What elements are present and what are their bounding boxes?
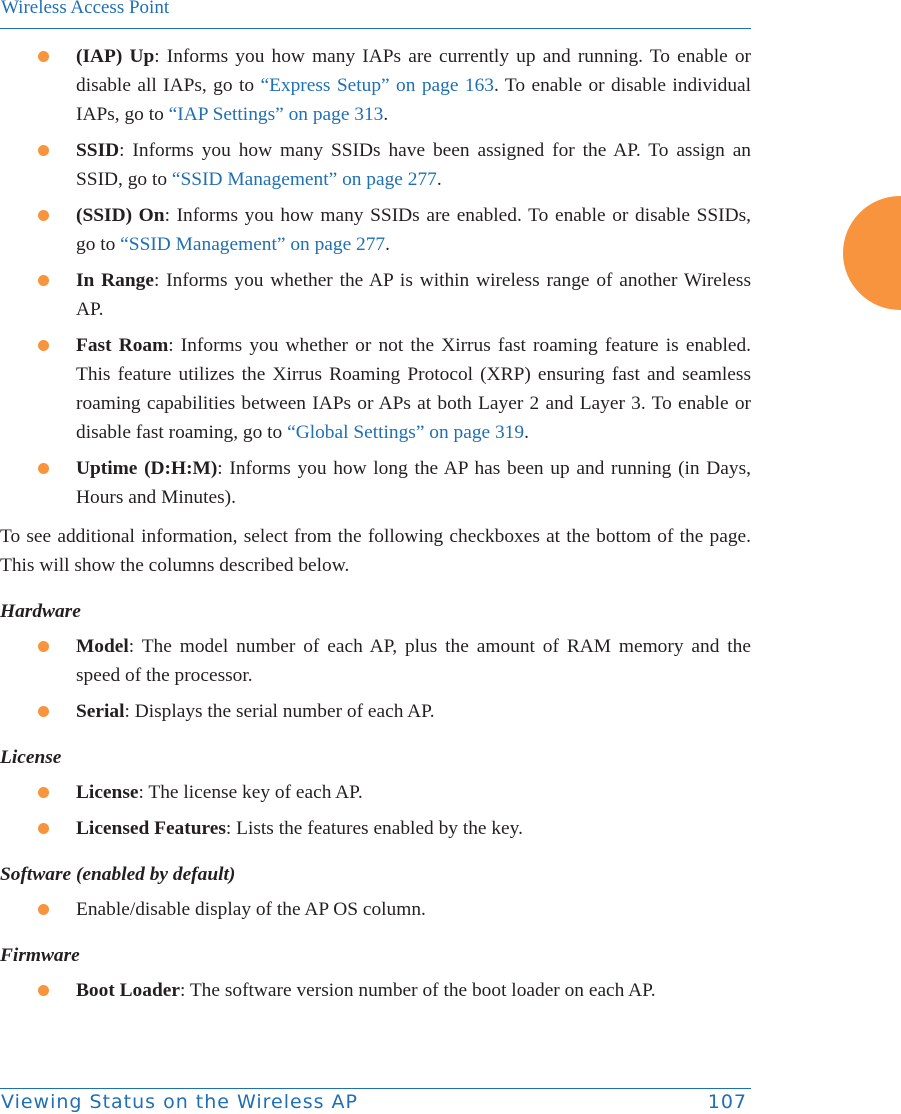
header-title: Wireless Access Point: [1, 0, 170, 18]
item-text: Enable/disable display of the AP OS column.: [76, 899, 426, 920]
link-ssid-management[interactable]: “SSID Management” on page 277: [120, 234, 386, 255]
item-term: License: [76, 782, 139, 803]
item-term: Licensed Features: [76, 818, 226, 839]
page-content: [0, 42, 751, 1012]
bullet-icon: [38, 904, 49, 915]
item-text: : The license key of each AP.: [138, 782, 363, 803]
list-item: [0, 42, 751, 129]
list-item: [0, 778, 751, 807]
link-global-settings[interactable]: “Global Settings” on page 319: [287, 422, 525, 443]
list-item: [0, 976, 751, 1005]
list-item: [0, 266, 751, 324]
link-iap-settings[interactable]: “IAP Settings” on page 313: [168, 104, 384, 125]
item-text: . To enable or disable individual IAPs, go to: [76, 75, 752, 125]
bullet-icon: [38, 340, 49, 351]
item-text: .: [385, 234, 390, 255]
list-item: [0, 632, 751, 690]
link-ssid-management[interactable]: “SSID Management” on page 277: [171, 169, 437, 190]
section-heading-firmware: Firmware: [0, 945, 80, 966]
bullet-icon: [38, 823, 49, 834]
item-text: .: [436, 169, 442, 190]
page-number: 107: [707, 1091, 747, 1113]
bullet-icon: [38, 787, 49, 798]
intro-paragraph: To see additional information, select from the following checkboxes at the bottom of the page. This will show the columns described below.: [0, 526, 751, 576]
list-item: [0, 136, 751, 194]
item-term: Boot Loader: [76, 980, 180, 1001]
bullet-icon: [38, 463, 49, 474]
item-term: Model: [76, 636, 129, 657]
item-text: : Informs you how many SSIDs have been assigned for the AP. To assign an SSID, go to: [76, 140, 751, 190]
item-text: : Lists the features enabled by the key.: [225, 818, 523, 839]
list-item: [0, 895, 751, 924]
item-text: : Informs you how many SSIDs are enabled. To enable or disable SSIDs, go to: [76, 205, 752, 255]
item-text: : The software version number of the boot loader on each AP.: [179, 980, 656, 1001]
item-text: : Informs you how long the AP has been up and running (in Days, Hours and Minutes).: [76, 458, 751, 508]
section-heading-software: Software (enabled by default): [0, 864, 236, 885]
link-express-setup[interactable]: “Express Setup” on page 163: [260, 75, 494, 96]
bullet-icon: [38, 985, 49, 996]
item-term: Uptime (D:H:M): [76, 458, 218, 479]
chapter-tab-marker: [843, 196, 901, 310]
section-heading-license: License: [0, 747, 62, 768]
item-text: : Informs you whether or not the Xirrus fast roaming feature is enabled. This feature utilizes the Xirrus Roaming Protocol (XRP) ensuring fast and seamless roaming capabilities between IAPs or APs at both Layer 2 and Layer 3. To enable or disable fast roaming, go to: [76, 335, 752, 443]
item-text: : The model number of each AP, plus the amount of RAM memory and the speed of the processor.: [76, 636, 751, 686]
bullet-icon: [38, 275, 49, 286]
item-term: (IAP) Up: [76, 46, 155, 67]
item-term: Serial: [76, 701, 125, 722]
list-item: [0, 331, 751, 447]
item-term: Fast Roam: [76, 335, 169, 356]
item-text: .: [383, 104, 389, 125]
bullet-icon: [38, 706, 49, 717]
list-item: [0, 697, 751, 726]
item-text: : Informs you how many IAPs are currently up and running. To enable or disable all IAPs, go to: [76, 46, 751, 96]
item-term: In Range: [76, 270, 154, 291]
bullet-icon: [38, 641, 49, 652]
page-header: [0, 0, 751, 29]
item-text: : Displays the serial number of each AP.: [124, 701, 435, 722]
section-heading-hardware: Hardware: [0, 601, 81, 622]
bullet-icon: [38, 51, 49, 62]
bullet-icon: [38, 210, 49, 221]
item-term: SSID: [76, 140, 120, 161]
list-item: [0, 201, 751, 259]
item-text: : Informs you whether the AP is within wireless range of another Wireless AP.: [76, 270, 751, 320]
list-item: [0, 454, 751, 512]
item-term: (SSID) On: [76, 205, 165, 226]
page-footer: [0, 1088, 751, 1113]
footer-section-title: Viewing Status on the Wireless AP: [1, 1091, 359, 1113]
bullet-icon: [38, 145, 49, 156]
list-item: [0, 814, 751, 843]
item-text: .: [524, 422, 529, 443]
